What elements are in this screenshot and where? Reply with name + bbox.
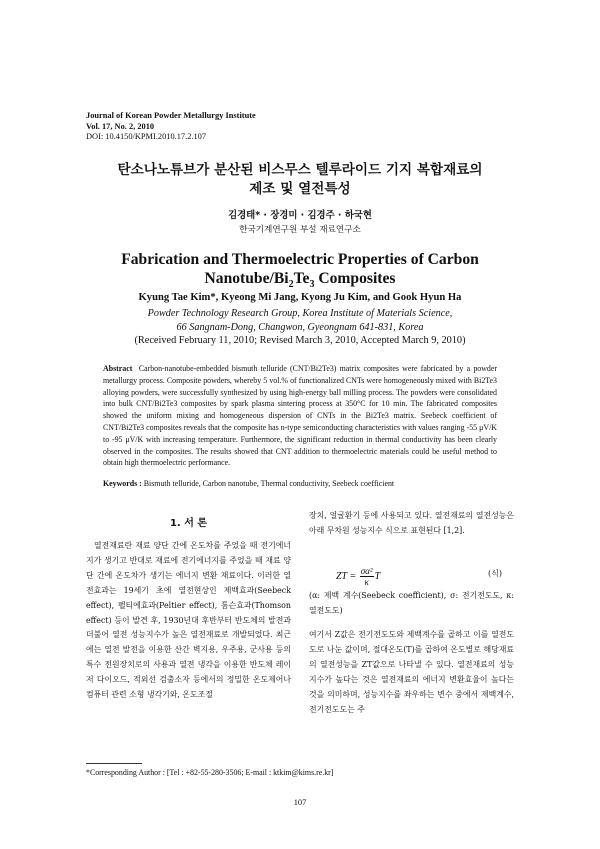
right-paragraph-1: 장치, 얼굴환기 등에 사용되고 있다. 열전재료의 열전성능은 아래 무차원 성능지수 식으로 표현된다 [1,2]. xyxy=(309,511,514,535)
english-title xyxy=(0,251,600,294)
title-part-c: Composites xyxy=(314,269,396,287)
title-part-b: Te xyxy=(293,269,310,287)
abstract xyxy=(103,363,497,469)
korean-authors: 김경태* · 장경미 · 김경주 · 하국현 xyxy=(228,210,372,221)
introduction-paragraph: 열전재료란 재료 양단 간에 온도차를 주었을 때 전기에너지가 생기고 반대로 재료에 전기에너지를 주었을 때 재료 양단 간에 온도차가 생기는 에너지 변환 재료이다. 이러한 열전효과는 19세기 초에 열전현상인 제백효과(Seebeck effect), 펠티에효과(Peltier effect), 톰슨효과(Thomson effect) 등이 발견 후, 1930년대 후반부터 반도체의 발전과 더불어 열전 성능지수가 높은 열전재료로 개발되었다. 최근에는 열전 발전을 이용한 산간 벽지용, 우주용, 군사용 등의 특수 전원장치로의 사용과 열전 냉각을 이용한 반도체 레이저 다이오드, 적외선 검출소자 등에서의 정밀한 온도제어나 컴퓨터 관련 소형 냉각기와, 온도조절 xyxy=(86,541,291,700)
journal-doi: DOI: 10.4150/KPMI.2010.17.2.107 xyxy=(86,132,207,142)
keywords-label: Keywords : xyxy=(103,479,142,488)
english-affiliation-line1: Powder Technology Research Group, Korea Institute of Materials Science, xyxy=(147,308,453,319)
english-authors: Kyung Tae Kim*, Kyeong Mi Jang, Kyong Ju Kim, and Gook Hyun Ha xyxy=(138,292,462,303)
right-paragraph-2: (α: 제백 계수(Seebeck coefficient), σ: 전기전도도, κ: 열전도도) xyxy=(309,591,514,615)
english-title-line1: Fabrication and Thermoelectric Properties of Carbon xyxy=(121,251,479,268)
english-title-line2 xyxy=(0,270,600,295)
equation-denominator: κ xyxy=(364,577,369,587)
english-affiliation xyxy=(0,307,600,335)
received-dates: (Received February 11, 2010; Revised March 3, 2010, Accepted March 9, 2010) xyxy=(134,335,466,346)
abstract-text: Carbon-nanotube-embedded bismuth telluride (CNT/Bi2Te3) matrix composites were fabricated by a powder metallurgy process. Composite powders, whereby 5 vol.% of functionalized CNTs were homogeneously mixed with Bi2Te3 alloying powders, were successfully synthesized by using high-energy ball milling process. The powders were consolidated into bulk CNT/Bi2Te3 composites by spark plasma sintering process at 350°C for 10 min. The fabricated composites showed the uniform mixing and homogeneous dispersion of CNTs in the Bi2Te3 matrix. Seebeck coefficient of CNT/Bi2Te3 composites reveals that the composite has n-type semiconducting characteristics with values ranging -55 μV/K to -95 μV/K with increasing temperature. Furthermore, the significant reduction in thermal conductivity has been clearly observed in the composites. The results showed that CNT addition to thermoelectric materials could be useful method to obtain high thermoelectric performance. xyxy=(103,364,497,468)
korean-affiliation: 한국기계연구원 부설 재료연구소 xyxy=(239,225,361,235)
keywords-text: Bismuth telluride, Carbon nanotube, Thermal conductivity, Seebeck coefficient xyxy=(143,479,395,488)
equation-lhs: ZT = xyxy=(336,570,357,582)
section-heading-introduction: 1. 서 론 xyxy=(169,518,208,529)
title-part-a: Nanotube/Bi xyxy=(204,269,289,287)
keywords xyxy=(103,479,503,488)
journal-header xyxy=(86,111,256,143)
page-number: 107 xyxy=(293,798,307,807)
equation-fraction xyxy=(360,566,374,587)
right-column-paragraph-3 xyxy=(309,628,514,717)
equation-label: (식) xyxy=(488,569,502,578)
footnote-divider xyxy=(86,763,142,764)
english-affiliation-line2: 66 Sangnam-Dong, Changwon, Gyeongnam 641-831, Korea xyxy=(176,322,424,333)
korean-title-line1: 탄소나노튜브가 분산된 비스무스 텔루라이드 기지 복합재료의 xyxy=(117,162,483,178)
title-sub-1: 2 xyxy=(288,278,294,290)
journal-name: Journal of Korean Powder Metallurgy Institute xyxy=(86,111,256,120)
equation-numerator: σα² xyxy=(360,566,373,576)
title-sub-2: 3 xyxy=(309,278,315,290)
korean-title xyxy=(0,161,600,199)
right-column-paragraph-2 xyxy=(309,589,514,619)
right-paragraph-3: 여기서 Z값은 전기전도도와 제백계수를 곱하고 이를 열전도도로 나눈 값이며, 절대온도(T)를 곱하여 온도별로 해당재료의 열전성능을 ZT값으로 나타낼 수 있다. 열전재료의 성능지수가 높다는 것은 열전재료의 에너지 변환효율이 높다는 것을 의미하며, 성능지수를 좌우하는 변수 중에서 제백계수, 전기전도도는 주 xyxy=(309,630,514,714)
journal-volume: Vol. 17, No. 2, 2010 xyxy=(86,121,155,131)
korean-title-line2: 제조 및 열전특성 xyxy=(249,181,351,197)
right-column-paragraph-1 xyxy=(309,509,514,539)
left-column xyxy=(86,539,291,703)
corresponding-author-footnote: *Corresponding Author : [Tel : +82-55-280-3506; E-mail : ktkim@kims.re.kr] xyxy=(86,768,334,777)
abstract-label: Abstract xyxy=(103,364,133,373)
equation-zt xyxy=(336,566,380,587)
equation-T: T xyxy=(374,570,381,582)
